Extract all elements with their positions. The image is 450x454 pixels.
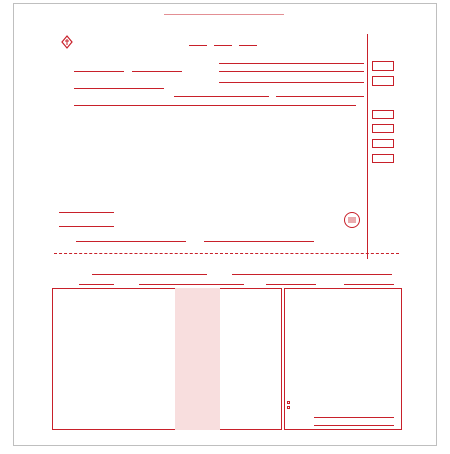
mechanic-sig-line[interactable] bbox=[314, 417, 394, 418]
defects-not-corrected-checkbox[interactable] bbox=[287, 406, 290, 409]
log-form-page bbox=[13, 3, 437, 446]
defects-corrected-checkbox[interactable] bbox=[287, 401, 290, 404]
dvir-grid[interactable] bbox=[14, 4, 450, 454]
driver-sig-line[interactable] bbox=[314, 425, 394, 426]
